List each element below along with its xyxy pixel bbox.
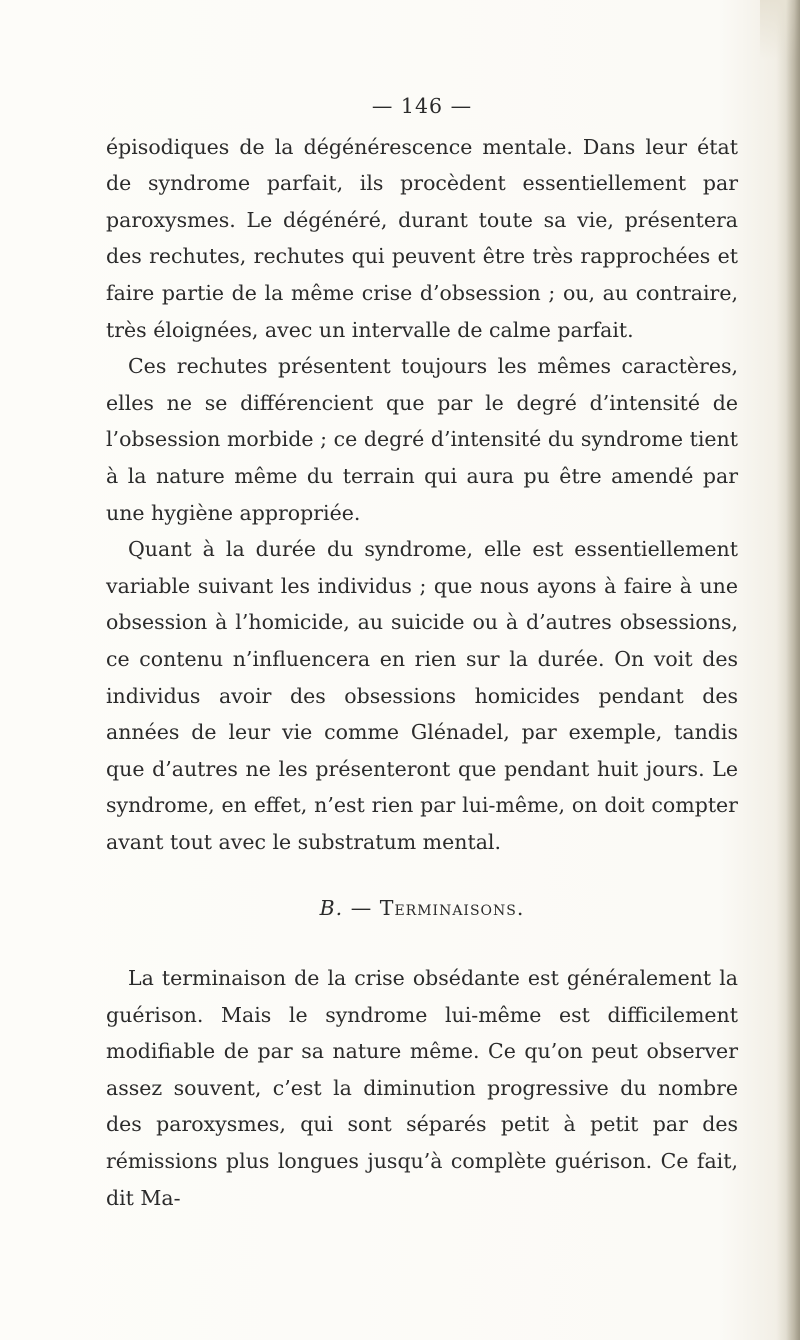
page-text-block bbox=[106, 88, 738, 1216]
paragraph-4: La terminaison de la crise obsédante est généralement la guérison. Mais le syndrome lui-même est difficilement modifiable de par sa nature même. Ce qu’on peut observer assez souvent, c’est la diminution progressive du nombre des paroxysmes, qui sont séparés petit à petit par des rémissions plus longues jusqu’à complète guérison. Ce fait, dit Ma- bbox=[106, 966, 738, 1210]
page-edge-shading bbox=[786, 0, 800, 1340]
section-letter: B. bbox=[319, 896, 344, 921]
section-dash: — bbox=[350, 896, 373, 921]
section-title: Terminaisons. bbox=[379, 896, 525, 921]
page-number: — 146 — bbox=[371, 94, 473, 118]
section-heading bbox=[106, 890, 738, 927]
paragraph-3: Quant à la durée du syndrome, elle est essentiellement variable suivant les individus ; que nous ayons à faire à une obsession à l’homicide, au suicide ou à d’autres obsessions, ce contenu n’influencera en rien sur la durée. On voit des individus avoir des obsessions homicides pendant des années de leur vie comme Glénadel, par exemple, tandis que d’autres ne les présenteront que pendant huit jours. Le syndrome, en effet, n’est rien par lui-même, on doit compter avant tout avec le substratum mental. bbox=[106, 537, 738, 854]
paragraph-1: épisodiques de la dégénérescence mentale. Dans leur état de syndrome parfait, ils procèdent essentiellement par paroxysmes. Le dégénéré, durant toute sa vie, présentera des rechutes, rechutes qui peuvent être très rapprochées et faire partie de la même crise d’obsession ; ou, au contraire, très éloignées, avec un intervalle de calme parfait. bbox=[106, 134, 738, 342]
paragraph-2: Ces rechutes présentent toujours les mêmes caractères, elles ne se différencient que par le degré d’intensité de l’obsession morbide ; ce degré d’intensité du syndrome tient à la nature même du terrain qui aura pu être amendé par une hygiène appropriée. bbox=[106, 354, 738, 525]
